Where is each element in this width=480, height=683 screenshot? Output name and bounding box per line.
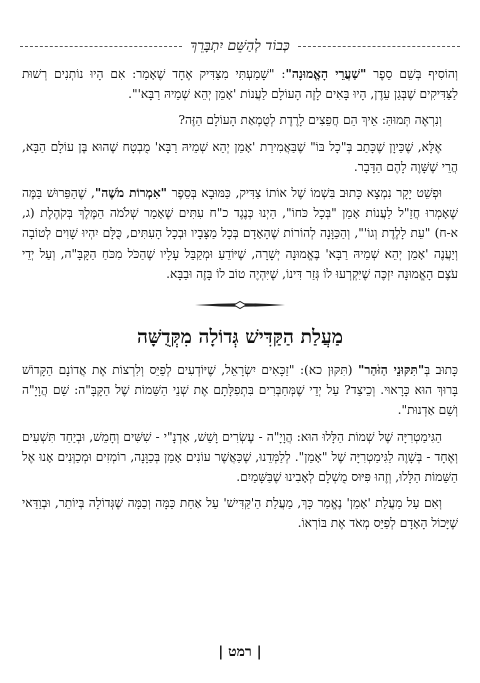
section-paragraph-3: וְאִם עַל מַעֲלַת 'אָמֵן' נֶאֱמַר כָּךְ, מַעֲלַת הַ'קַּדִּישׁ' עַל אַחַת כַּמָּה וְכַמָּה שֶׁגְּדוֹלָה בְּיוֹתֵר, וּבְוַדַּאי שֶׁיָּכוֹל הָאָדָם לְפַיֵּס מְאֹד אֶת בּוֹרְאוֹ. <box>22 496 458 531</box>
ornamental-divider <box>22 300 458 310</box>
paragraph-1-text-b: : "שָׁמַעְתִּי מִצַּדִּיק אֶחָד שֶׁאָמַר: אִם הָיוּ נוֹתְנִים רְשׁוּת לַצַּדִּיקִים שֶׁבְּגַן עֵדֶן, הָיוּ בָּאִים לָזֶה הָעוֹלָם לַעֲנוֹת 'אָמֵן יְהֵא שְׁמֵיהּ רַבָּא'". <box>22 67 458 102</box>
paragraph-2: וְנִרְאֶה תְּמוּהַּ: אֵיךְ הֵם חֲפֵצִים לָרֶדֶת לְטֻמְאַת הָעוֹלָם הַזֶּה? <box>178 113 442 128</box>
header-rule-right <box>298 46 460 47</box>
paragraph-4-text-a: וּפְשֵׁט יָקָר נִמְצָא כָּתוּב בִּשְׁמוֹ שֶׁל אוֹתוֹ צַדִּיק, כַּמּוּבָא בְּסֵפֶר <box>167 186 442 201</box>
running-header-title: כְּבוֹד לְהַשֵּׁם יִתְבָּרֵךְ <box>190 38 290 54</box>
paragraph-4-text-b: , שֶׁהַפֵּרוּשׁ בַּמֶּה שֶׁאָמְרוּ חֲזַ"ל לַעֲנוֹת אָמֵן "בְּכָל כֹּחוֹ", הַיְנוּ כְּנֶגֶד כ"ח עִתִּים שֶׁאָמַר שְׁלֹמֹה הַמֶּלֶךְ בְּקֹהֶלֶת (ג, א-ח) "עֵת לָלֶדֶת וְגוֹ'", וְהַכַּוָּנָה לְהוֹרוֹת שֶׁהָאָדָם בְּכָל מַצָּבָיו וּבְכָל הָעִתִּים, כֻּלָּם יִהְיוּ שָׁוִים לְטוֹבָה וְיַעֲנֶה 'אָמֵן יְהֵא שְׁמֵיהּ רַבָּא' בֶּאֱמוּנָה יְשָׁרָה, שֶׁיּוֹדֵעַ וּמְקַבֵּל עָלָיו שֶׁהַכֹּל מִכֹּחַ הַקָּבָּ"ה, וְעַל יְדֵי עֹצֶם הָאֱמוּנָה יִזְכֶּה שֶׁיִּקְרְעוּ לוֹ גְּזַר דִּינוֹ, שֶׁיִּהְיֶה טוֹב לוֹ בָּזֶה וּבַבָּא. <box>22 186 458 281</box>
paragraph-1-text-a: וְהוֹסִיף בְּשֵׁם סֵפֶר <box>366 67 458 81</box>
section-paragraph-1-text-a: כָּתוּב בְּ <box>424 363 458 378</box>
paragraph-4 <box>22 183 458 284</box>
paragraph-1 <box>22 64 458 104</box>
divider-ornament-icon <box>195 300 285 310</box>
paragraph-3: אֶלָּא, שֶׁכֵּיוָן שֶׁכָּתַב בְּ"כָל בּוֹ" שֶׁבַּאֲמִירַת 'אָמֵן יְהֵא שְׁמֵיהּ רַבָּא' מֻבְטָח שֶׁהוּא בֶּן עוֹלָם הַבָּא, הֲרֵי שֶׁשָּׁוֶה לָהֶם הַדָּבָר. <box>22 139 458 174</box>
page-number: | רמט | <box>218 644 262 660</box>
paragraph-1-book-title: "שַׁעֲרֵי הָאֱמוּנָה" <box>285 67 367 81</box>
section-paragraph-1-text-b: (תִּקּוּן כא): "זַכָּאִים יִשְׂרָאֵל, שֶׁיּוֹדְעִים לְפַיֵּס וְלִרְצוֹת אֶת אֲדוֹנָם הַקָּדוֹשׁ בָּרוּךְ הוּא כָּרָאוּי. וְכֵיצַד? עַל יְדֵי שֶׁמְּחַבְּרִים בִּתְפִלָּתָם אֶת שְׁנֵי הַשֵּׁמוֹת שֶׁל הַקָּבָּ"ה: שֵׁם הֲוָיָ"ה וְשֵׁם אַדְנוּת". <box>22 363 458 418</box>
header-rule-left <box>20 46 182 47</box>
section-paragraph-2: הַגִּימַטְרִיָּה שֶׁל שְׁמוֹת הַלָּלוּ הוּא: הֲוָיָ"ה - עֶשְׂרִים וָשֵׁשׁ, אַדְנָ"י - שִׁשִּׁים וְחָמֵשׁ, וּבְיַחַד תִּשְׁעִים וְאֶחָד - בְּשָׁוֶה לַגִּימַטְרִיָּה שֶׁל "אָמֵן". לְלַמְּדֵנוּ, שֶׁכַּאֲשֶׁר עוֹנִים אָמֵן בְּכַוָּנָה, רוֹמְזִים וּמְכַוְּנִים אָנוּ אֶל הַשֵּׁמוֹת הַלָּלוּ, וְזֶהוּ פִּיּוּס מֻשְׁלָם לְאָבִינוּ שֶׁבַּשָּׁמַיִם. <box>22 429 458 485</box>
section-paragraph-1 <box>22 360 458 421</box>
section-title: מַעֲלַת הַקַּדִּישׁ גְּדוֹלָה מִקְּדֻשָּׁה <box>136 326 344 349</box>
section-paragraph-1-book-title: "תִּקּוּנֵי הַזֹּהַר" <box>358 363 425 378</box>
page-body <box>22 64 458 540</box>
paragraph-4-book-title: "אִמְרוֹת מֹשֶׁה" <box>94 186 168 201</box>
running-header <box>20 38 460 55</box>
